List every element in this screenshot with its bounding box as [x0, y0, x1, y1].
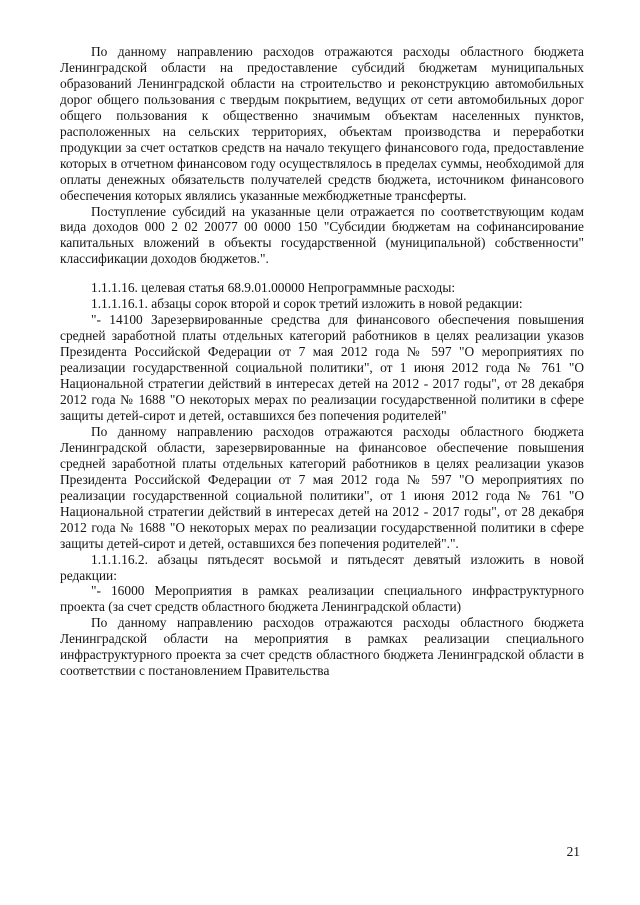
paragraph-gap	[60, 267, 584, 280]
paragraph-code-16000: "- 16000 Мероприятия в рамках реализации специального инфраструктурного проекта (за счет средств областного бюджета Ленинградской области)	[60, 583, 584, 615]
paragraph-amendment-2: 1.1.1.16.2. абзацы пятьдесят восьмой и пятьдесят девятый изложить в новой редакции:	[60, 551, 584, 583]
paragraph-income-codes: Поступление субсидий на указанные цели отражается по соответствующим кодам вида доходов 000 2 02 20077 00 0000 150 "Субсидии бюджетам на софинансирование капитальных вложений в объекты государственной (муниципальной) собственности" классификации доходов бюджетов.".	[60, 203, 584, 267]
paragraph-16000-description: По данному направлению расходов отражаются расходы областного бюджета Ленинградской области на мероприятия в рамках реализации специального инфраструктурного проекта за счет средств областного бюджета Ленинградской области в соответствии с постановлением Правительства	[60, 615, 584, 679]
paragraph-subsidies-description: По данному направлению расходов отражаются расходы областного бюджета Ленинградской области на предоставление субсидий бюджетам муниципальных образований Ленинградской области на строительство и реконструкцию автомобильных дорог общего пользования с твердым покрытием, ведущих от сети автомобильных дорог общего пользования к общественно значимым объектам населенных пунктов, расположенных на сельских территориях, объектам производства и переработки продукции за счет остатков средств на начало текущего финансового года, предоставление которых в отчетном финансовом году осуществлялось в пределах суммы, необходимой для оплаты денежных обязательств получателей средств бюджета, источником финансового обеспечения которых являлись указанные межбюджетные трансферты.	[60, 44, 584, 203]
paragraph-target-article: 1.1.1.16. целевая статья 68.9.01.00000 Непрограммные расходы:	[91, 280, 456, 296]
paragraph-14100-description: По данному направлению расходов отражаются расходы областного бюджета Ленинградской области, зарезервированные на финансовое обеспечение повышения средней заработной платы отдельных категорий работников в целях реализации указов Президента Российской Федерации от 7 мая 2012 года № 597 "О мероприятиях по реализации государственной социальной политики", от 1 июня 2012 года № 761 "О Национальной стратегии действий в интересах детей на 2012 - 2017 годы", от 28 декабря 2012 года № 1688 "О некоторых мерах по реализации государственной политики в сфере защиты детей-сирот и детей, оставшихся без попечения родителей".".	[60, 423, 584, 551]
paragraph-code-14100: "- 14100 Зарезервированные средства для финансового обеспечения повышения средней заработной платы отдельных категорий работников в целях реализации указов Президента Российской Федерации от 7 мая 2012 года № 597 "О мероприятиях по реализации государственной социальной политики", от 1 июня 2012 года № 761 "О Национальной стратегии действий в интересах детей на 2012 - 2017 годы", от 28 декабря 2012 года № 1688 "О некоторых мерах по реализации государственной политики в сфере защиты детей-сирот и детей, оставшихся без попечения родителей"	[60, 312, 584, 423]
page-number: 21	[566, 844, 580, 859]
document-page	[60, 44, 584, 679]
paragraph-amendment-1: 1.1.1.16.1. абзацы сорок второй и сорок третий изложить в новой редакции:	[91, 296, 523, 312]
